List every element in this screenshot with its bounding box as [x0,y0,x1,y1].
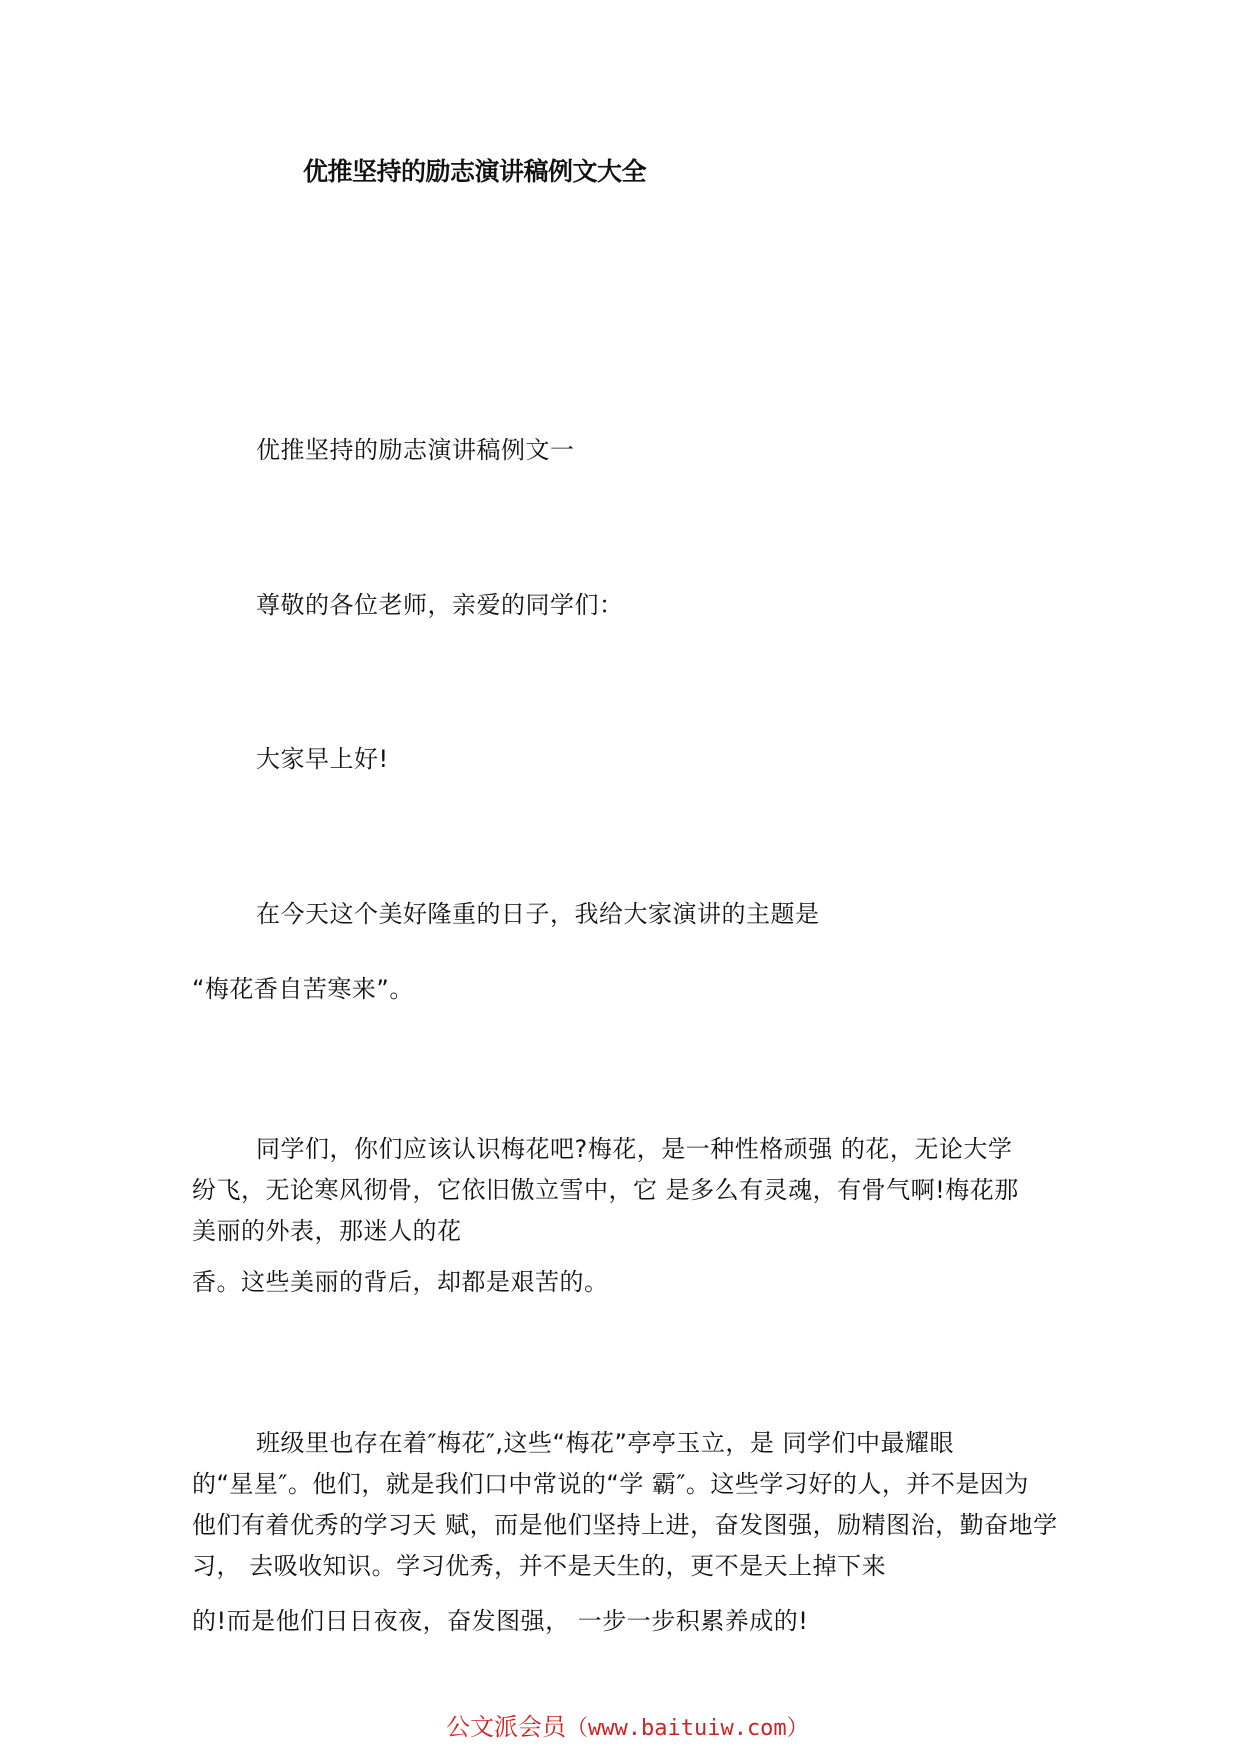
paragraph-2-line-4: 习， 去吸收知识。学习优秀，并不是天生的，更不是天上掉下来 [192,1552,887,1580]
document-title: 优推坚持的励志演讲稿例文大全 [303,157,647,186]
footer-label: 公文派会员 [446,1713,566,1741]
paragraph-1-line-1: 同学们，你们应该认识梅花吧?梅花，是一种性格顽强 的花，无论大学 [256,1135,1013,1163]
footer-url[interactable]: （www.baituiw.com） [566,1716,809,1741]
paragraph-2-line-5: 的!而是他们日日夜夜，奋发图强， 一步一步积累养成的! [192,1607,809,1635]
paragraph-1-line-3: 美丽的外表，那迷人的花 [192,1217,462,1245]
section-subtitle: 优推坚持的励志演讲稿例文一 [256,436,575,464]
paragraph-1-line-2: 纷飞，无论寒风彻骨，它依旧傲立雪中，它 是多么有灵魂，有骨气啊!梅花那 [192,1176,1019,1204]
paragraph-2-line-3: 他们有着优秀的学习天 赋，而是他们坚持上进，奋发图强，励精图治，勤奋地学 [192,1511,1058,1539]
greeting-line: 尊敬的各位老师，亲爱的同学们： [256,591,624,619]
paragraph-1-line-4: 香。这些美丽的背后，却都是艰苦的。 [192,1268,609,1296]
paragraph-2-line-1: 班级里也存在着″梅花″,这些“梅花”亭亭玉立，是 同学们中最耀眼 [256,1429,955,1457]
theme-line-2: “梅花香自苦寒来”。 [192,975,414,1003]
paragraph-2-line-2: 的“星星″。他们，就是我们口中常说的“学 霸″。这些学习好的人，并不是因为 [192,1470,1029,1498]
morning-line: 大家早上好! [256,745,389,773]
footer-watermark [446,1707,809,1742]
theme-line-1: 在今天这个美好隆重的日子，我给大家演讲的主题是 [256,900,820,928]
